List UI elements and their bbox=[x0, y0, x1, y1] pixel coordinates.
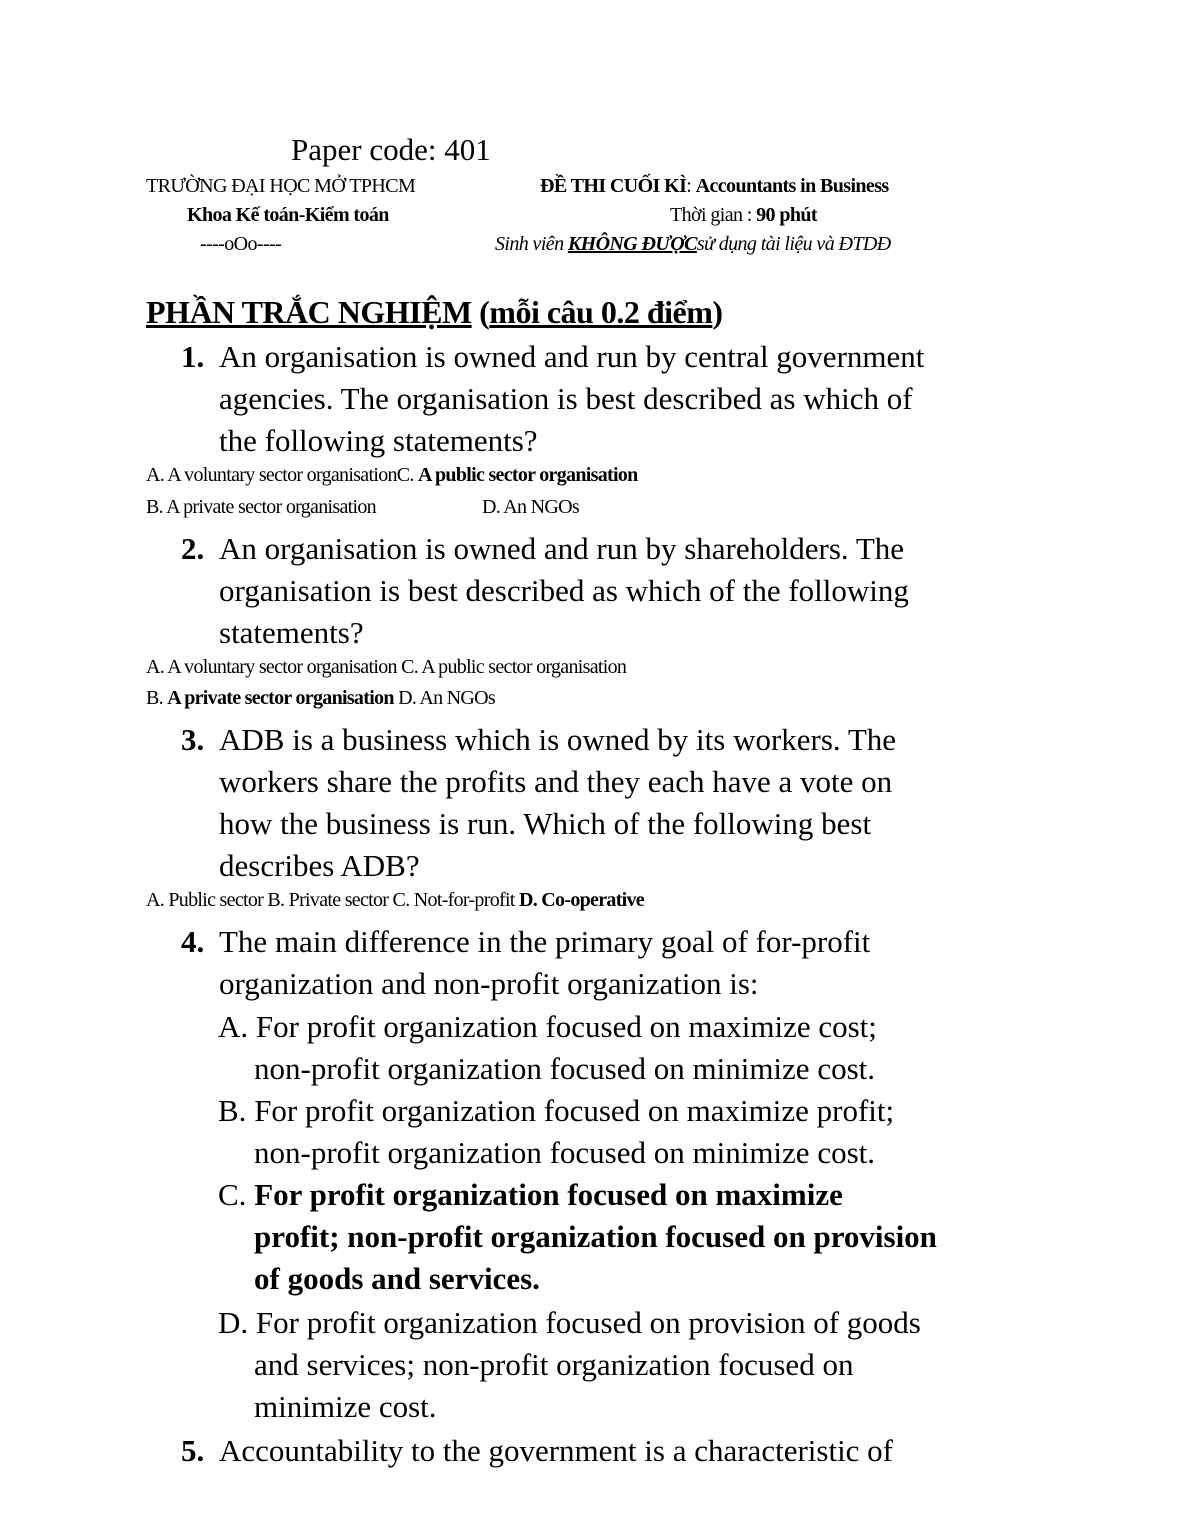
question-2-options-row-2 bbox=[146, 687, 495, 710]
option-d: D. An NGOs bbox=[393, 687, 495, 709]
question-1-options-row-2 bbox=[146, 496, 376, 519]
option-line: non-profit organization focused on minimize cost. bbox=[254, 1135, 875, 1170]
question-4-option-d bbox=[218, 1302, 1068, 1428]
option-d: D. An NGOs bbox=[482, 496, 579, 518]
question-3-options bbox=[146, 889, 644, 912]
option-line: profit; non-profit organization focused on provision bbox=[254, 1219, 937, 1254]
question-number: 5. bbox=[181, 1433, 205, 1468]
option-line: non-profit organization focused on minimize cost. bbox=[254, 1051, 875, 1086]
paper-code: Paper code: 401 bbox=[291, 132, 491, 167]
option-line: For profit organization focused on maximize cost; bbox=[255, 1009, 877, 1044]
header-divider: ----oOo---- bbox=[200, 233, 282, 255]
question-line: statements? bbox=[219, 615, 364, 650]
option-b: B. A private sector organisation bbox=[146, 496, 376, 518]
question-2 bbox=[181, 528, 1081, 654]
section-title-end: ) bbox=[712, 294, 723, 330]
time-label: Thời gian : bbox=[670, 204, 757, 226]
question-number: 3. bbox=[181, 722, 205, 757]
question-2-options-row-1: A. A voluntary sector organisation C. A public sector organisation bbox=[146, 656, 627, 678]
question-line: organisation is best described as which of the following bbox=[219, 573, 909, 608]
question-line: workers share the profits and they each have a vote on bbox=[219, 764, 893, 799]
option-line: of goods and services. bbox=[254, 1261, 540, 1296]
option-c-answer: A public sector organisation bbox=[418, 464, 638, 486]
question-line: ADB is a business which is owned by its workers. The bbox=[219, 722, 897, 757]
question-number: 2. bbox=[181, 531, 205, 566]
exam-rule bbox=[495, 233, 891, 256]
question-number: 4. bbox=[181, 924, 205, 959]
question-line: agencies. The organisation is best described as which of bbox=[219, 381, 913, 416]
question-line: The main difference in the primary goal of for-profit bbox=[219, 924, 871, 959]
question-line: describes ADB? bbox=[219, 848, 420, 883]
section-title-sep: ( bbox=[471, 294, 490, 330]
question-4 bbox=[181, 921, 1081, 1005]
option-label: C. bbox=[218, 1177, 247, 1212]
question-line: the following statements? bbox=[219, 423, 538, 458]
rule-suffix: sử dụng tài liệu và ĐTDĐ bbox=[696, 233, 891, 255]
question-3 bbox=[181, 719, 1081, 887]
question-line: organization and non-profit organization is: bbox=[219, 966, 759, 1001]
options-plain: A. Public sector B. Private sector C. Not-for-profit bbox=[146, 889, 519, 911]
exam-title bbox=[540, 175, 889, 198]
option-line: For profit organization focused on maximize profit; bbox=[254, 1093, 895, 1128]
option-c-prefix: C. bbox=[396, 464, 419, 486]
option-label: A. bbox=[218, 1009, 249, 1044]
option-a: A. A voluntary sector organisation bbox=[146, 464, 397, 486]
school-name: TRƯỜNG ĐẠI HỌC MỞ TPHCM bbox=[146, 175, 416, 197]
question-1-options-row-1 bbox=[146, 464, 638, 487]
question-line: An organisation is owned and run by central government bbox=[219, 339, 925, 374]
question-line: An organisation is owned and run by shareholders. The bbox=[219, 531, 905, 566]
faculty-name: Khoa Kế toán-Kiểm toán bbox=[187, 204, 389, 226]
option-label: D. bbox=[218, 1305, 249, 1340]
section-points: mỗi câu 0.2 điểm bbox=[489, 294, 713, 330]
option-d-answer: D. Co-operative bbox=[518, 889, 644, 911]
option-line: and services; non-profit organization focused on bbox=[254, 1347, 854, 1382]
question-4-option-b bbox=[218, 1090, 1068, 1174]
exam-label: ĐỀ THI CUỐI KÌ bbox=[540, 175, 687, 197]
exam-sep: : bbox=[686, 175, 692, 197]
section-title-main: PHẦN TRẮC NGHIỆM bbox=[146, 294, 472, 330]
question-4-option-a bbox=[218, 1006, 1068, 1090]
exam-subject: Accountants in Business bbox=[695, 175, 889, 197]
question-5 bbox=[181, 1430, 1081, 1472]
question-line: Accountability to the government is a characteristic of bbox=[219, 1433, 894, 1468]
option-line: For profit organization focused on maximize bbox=[254, 1177, 843, 1212]
option-line: For profit organization focused on provision of goods bbox=[255, 1305, 921, 1340]
question-1 bbox=[181, 336, 1081, 462]
rule-emphasis: KHÔNG ĐƯỢC bbox=[567, 233, 697, 255]
question-number: 1. bbox=[181, 339, 205, 374]
option-b-answer: A private sector organisation bbox=[167, 687, 394, 709]
question-line: how the business is run. Which of the following best bbox=[219, 806, 872, 841]
option-label: B. bbox=[218, 1093, 247, 1128]
option-line: minimize cost. bbox=[254, 1389, 437, 1424]
rule-prefix: Sinh viên bbox=[495, 233, 568, 255]
time-value: 90 phút bbox=[756, 204, 817, 226]
section-title bbox=[146, 294, 723, 331]
option-b-prefix: B. bbox=[146, 687, 168, 709]
question-4-option-c bbox=[218, 1174, 1068, 1300]
exam-time bbox=[670, 204, 817, 227]
